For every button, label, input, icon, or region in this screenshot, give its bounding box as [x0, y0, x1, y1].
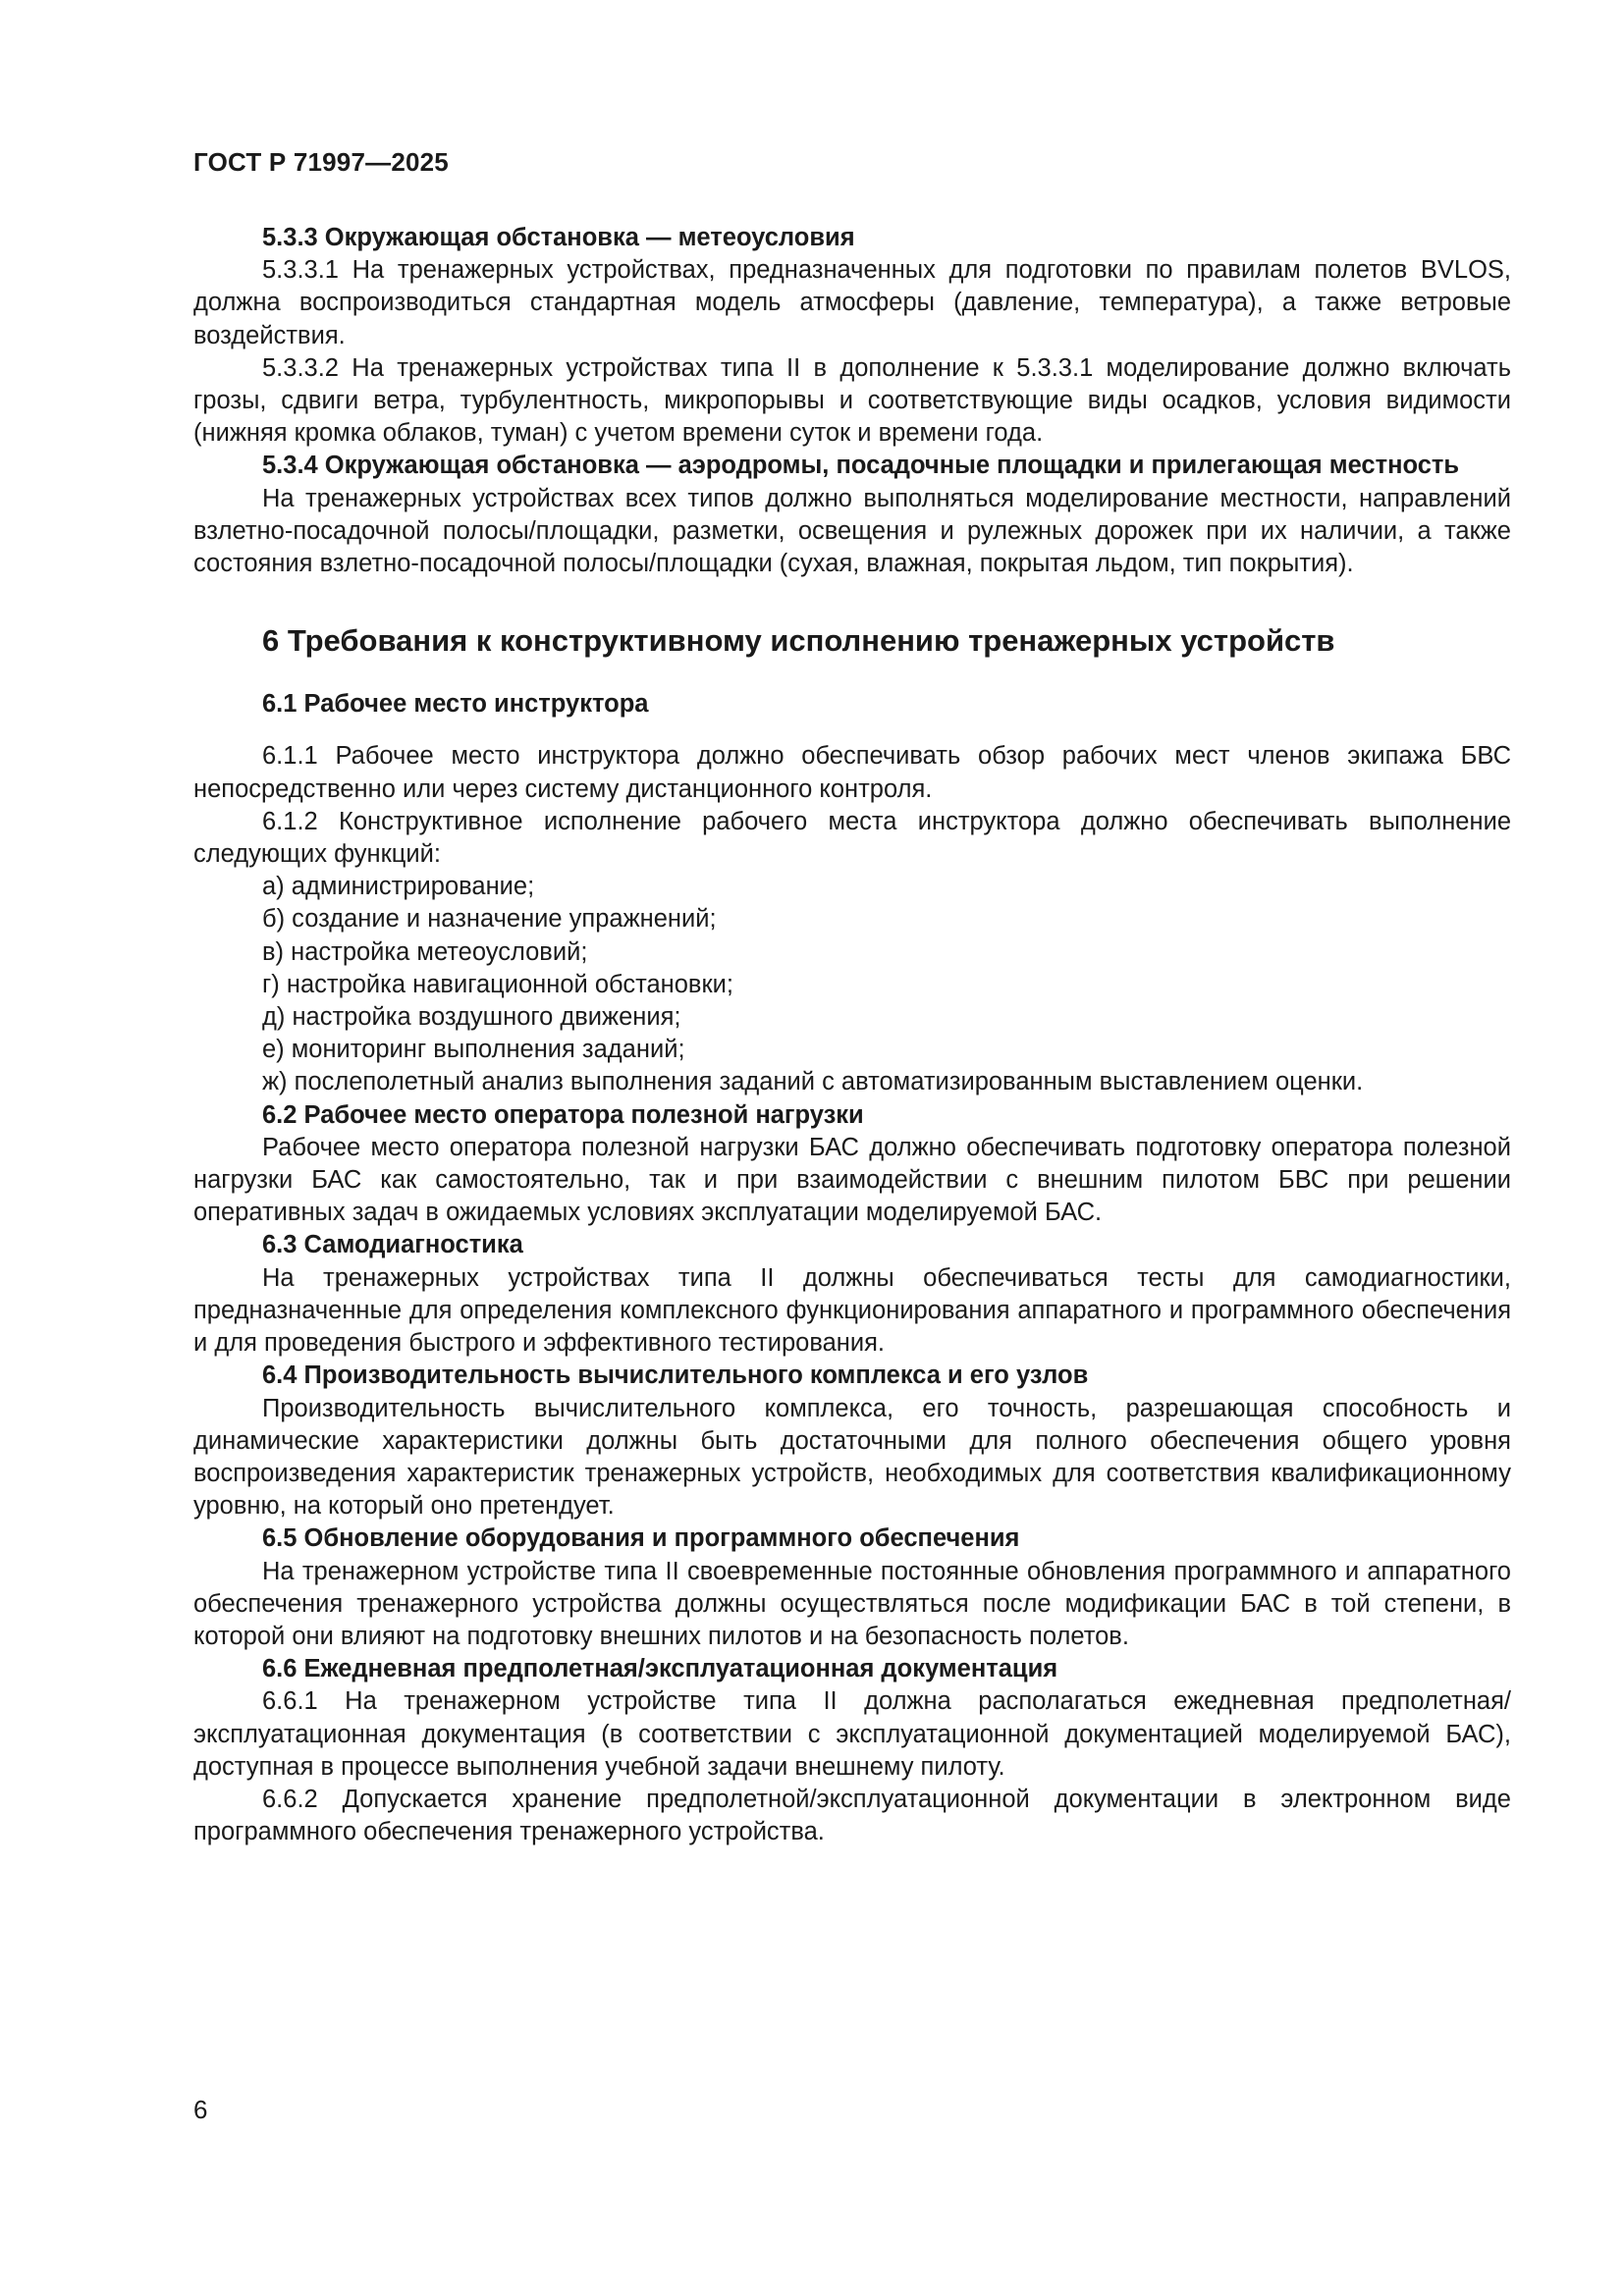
list-item: а) администрирование; — [262, 873, 535, 901]
section-6-heading: 6 Требования к конструктивному исполнению тренажерных устройств — [262, 623, 1335, 659]
list-item: ж) послеполетный анализ выполнения заданий с автоматизированным выставлением оценки. — [262, 1068, 1364, 1096]
paragraph-6-5: На тренажерном устройстве типа II своевременные постоянные обновления программного и аппаратного обеспечения тренажерного устройства должны осуществляться после модификации БАС в той степени, в которой они влияют на подготовку внешних пилотов и на безопасность полетов. — [193, 1557, 1511, 1650]
list-item: б) создание и назначение упражнений; — [262, 905, 717, 934]
paragraph-5-3-4: На тренажерных устройствах всех типов должно выполняться моделирование местности, направлений взлетно-посадочной полосы/площадки, разметки, освещения и рулежных дорожек при их наличии, а также состояния взлетно-посадочной полосы/площадки (сухая, влажная, покрытая льдом, тип покрытия). — [193, 484, 1511, 578]
paragraph-5-3-3-1: 5.3.3.1 На тренажерных устройствах, предназначенных для подготовки по правилам полетов BVLOS, должна воспроизводиться стандартная модель атмосферы (давление, температура), а также ветровые воздействия. — [193, 256, 1511, 349]
list-item: в) настройка метеоусловий; — [262, 937, 588, 966]
section-6-5-heading: 6.5 Обновление оборудования и программного обеспечения — [262, 1524, 1020, 1553]
section-6-6-heading: 6.6 Ежедневная предполетная/эксплуатационная документация — [262, 1655, 1058, 1683]
section-6-4-heading: 6.4 Производительность вычислительного комплекса и его узлов — [262, 1362, 1089, 1390]
list-item: е) мониторинг выполнения заданий; — [262, 1036, 685, 1064]
paragraph-6-4: Производительность вычислительного комплекса, его точность, разрешающая способность и динамические характеристики должны быть достаточными для полного обеспечения общего уровня воспроизведения характеристик тренажерных устройств, необходимых для соответствия квалификационному уровню, на который оно претендует. — [193, 1394, 1511, 1521]
paragraph-6-6-1: 6.6.1 На тренажерном устройстве типа II должна располагаться ежедневная предполетная/эксплуатационная документация (в соответствии с эксплуатационной документацией моделируемой БАС), доступная в процессе выполнения учебной задачи внешнему пилоту. — [193, 1687, 1511, 1781]
paragraph-5-3-3-2: 5.3.3.2 На тренажерных устройствах типа II в дополнение к 5.3.3.1 моделирование должно включать грозы, сдвиги ветра, турбулентность, микропорывы и соответствующие виды осадков, условия видимости (нижняя кромка облаков, туман) с учетом времени суток и времени года. — [193, 353, 1511, 448]
list-item: г) настройка навигационной обстановки; — [262, 970, 733, 998]
paragraph-6-3: На тренажерных устройствах типа II должны обеспечиваться тесты для самодиагностики, предназначенные для определения комплексного функционирования аппаратного и программного обеспечения и для проведения быстрого и эффективного тестирования. — [193, 1263, 1511, 1358]
paragraph-6-6-2: 6.6.2 Допускается хранение предполетной/эксплуатационной документации в электронном виде программного обеспечения тренажерного устройства. — [193, 1785, 1511, 1846]
list-item: д) настройка воздушного движения; — [262, 1003, 681, 1032]
page-number: 6 — [193, 2095, 208, 2124]
section-5-3-3-heading: 5.3.3 Окружающая обстановка — метеоусловия — [262, 224, 855, 251]
section-6-1-heading: 6.1 Рабочее место инструктора — [262, 690, 649, 719]
paragraph-6-1-1: 6.1.1 Рабочее место инструктора должно обеспечивать обзор рабочих мест членов экипажа БВС непосредственно или через систему дистанционного контроля. — [193, 742, 1511, 803]
section-6-2-heading: 6.2 Рабочее место оператора полезной нагрузки — [262, 1100, 864, 1129]
paragraph-6-1-2: 6.1.2 Конструктивное исполнение рабочего места инструктора должно обеспечивать выполнение следующих функций: — [193, 807, 1511, 869]
document-body — [193, 222, 1511, 1848]
document-header: ГОСТ Р 71997—2025 — [193, 147, 449, 177]
paragraph-6-2: Рабочее место оператора полезной нагрузки БАС должно обеспечивать подготовку оператора полезной нагрузки БАС как самостоятельно, так и при взаимодействии с внешним пилотом БВС при решении оперативных задач в ожидаемых условиях эксплуатации моделируемой БАС. — [193, 1133, 1511, 1227]
section-6-3-heading: 6.3 Самодиагностика — [262, 1231, 523, 1259]
section-5-3-4-heading: 5.3.4 Окружающая обстановка — аэродромы, посадочные площадки и прилегающая местность — [262, 452, 1460, 480]
